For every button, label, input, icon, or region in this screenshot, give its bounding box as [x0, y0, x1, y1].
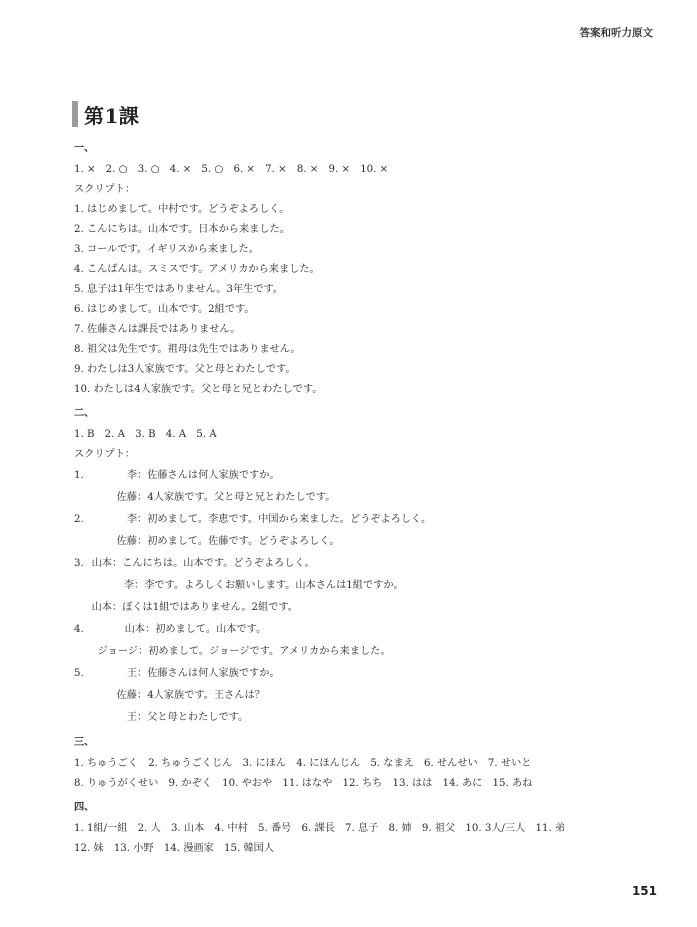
dialogue-line — [74, 531, 654, 553]
dialogue-speaker: 佐藤 — [116, 536, 137, 547]
section-1-script-label: スクリプト： — [74, 184, 136, 195]
answer-content — [74, 138, 654, 859]
dialogue-speaker: 山本 — [91, 602, 112, 613]
dialogue-colon: ： — [137, 492, 148, 503]
dialogue-text: ぼくは1組ではありません。2組です。 — [122, 602, 298, 613]
lesson-heading — [72, 100, 139, 128]
dialogue-line — [74, 619, 654, 641]
script-line: 8. 祖父は先生です。祖母は先生ではありません。 — [74, 344, 301, 355]
dialogue-text: 初めまして。佐藤です。どうぞよろしく。 — [147, 536, 340, 547]
dialogue-speaker: 山本 — [91, 558, 112, 569]
dialogue-colon: ： — [137, 514, 148, 525]
script-line: 10. わたしは4人家族です。父と母と兄とわたしです。 — [74, 384, 323, 395]
dialogue-colon: ： — [137, 712, 148, 723]
dialogue-number: 2. — [74, 514, 84, 525]
dialogue-speaker: 李 — [126, 470, 137, 481]
section-2-heading: 二、 — [74, 408, 95, 419]
dialogue-number — [74, 685, 99, 707]
dialogue-line — [74, 663, 654, 685]
dialogue-text: 佐藤さんは何人家族ですか。 — [147, 470, 280, 481]
dialogue-line — [74, 641, 654, 663]
dialogue-colon: ： — [137, 470, 148, 481]
dialogue-number — [74, 707, 99, 729]
dialogue-number — [74, 531, 99, 553]
running-header: 答案和听力原文 — [579, 27, 653, 39]
section-4-heading: 四、 — [74, 802, 95, 813]
dialogue-colon: ： — [137, 668, 148, 679]
dialogue-speaker: 李 — [123, 580, 134, 591]
dialogue-speaker: 佐藤 — [116, 492, 137, 503]
page-number: 151 — [631, 884, 657, 898]
script-line: 1. はじめまして。中村です。どうぞよろしく。 — [74, 204, 290, 215]
script-line: 9. わたしは3人家族です。父と母とわたしです。 — [74, 364, 296, 375]
script-line: 5. 息子は1年生ではありません。3年生です。 — [74, 284, 284, 295]
dialogue-colon: ： — [138, 646, 149, 657]
dialogue-line — [74, 597, 654, 619]
dialogue-speaker: 王 — [126, 668, 137, 679]
dialogue-text: 4人家族です。父と母と兄とわたしです。 — [147, 492, 336, 503]
dialogue-speaker: ジョージ — [97, 646, 138, 657]
script-line: 2. こんにちは。山本です。日本から来ました。 — [74, 224, 290, 235]
dialogue-text: 父と母とわたしです。 — [147, 712, 249, 723]
lesson-title: 第1課 — [84, 103, 140, 128]
section-1-answers: 1. × 2. ○ 3. ○ 4. × 5. ○ 6. × 7. × 8. × 9. × 10. × — [74, 164, 389, 175]
kanji-answers-line: 1. 1組/一組 2. 人 3. 山本 4. 中村 5. 番号 6. 課長 7. 息子 8. 姉 9. 祖父 10. 3人/三人 11. 弟 — [74, 823, 566, 834]
dialogue-colon: ： — [134, 580, 145, 591]
dialogue-line — [74, 465, 654, 487]
dialogue-text: 初めまして。山本です。 — [155, 624, 267, 635]
dialogue-speaker: 山本 — [124, 624, 145, 635]
script-line: 4. こんばんは。スミスです。アメリカから来ました。 — [74, 264, 320, 275]
dialogue-number: 1. — [74, 470, 84, 481]
dialogue-text: 初めまして。李恵です。中国から来ました。どうぞよろしく。 — [147, 514, 432, 525]
section-2-script-label: スクリプト： — [74, 449, 136, 460]
dialogue-speaker: 王 — [126, 712, 137, 723]
heading-accent-bar — [72, 101, 78, 127]
script-line: 7. 佐藤さんは課長ではありません。 — [74, 324, 241, 335]
dialogue-text: 4人家族です。王さんは？ — [147, 690, 265, 701]
dialogue-line — [74, 509, 654, 531]
dialogue-line — [74, 575, 654, 597]
dialogue-text: こんにちは。山本です。どうぞよろしく。 — [122, 558, 315, 569]
dialogue-speaker: 佐藤 — [116, 690, 137, 701]
dialogue-colon: ： — [137, 690, 148, 701]
section-3-heading: 三、 — [74, 737, 95, 748]
dialogue-colon: ： — [112, 602, 123, 613]
reading-answers-line: 8. りゅうがくせい 9. かぞく 10. やおや 11. はなや 12. ちち 13. はは 14. あに 15. あね — [74, 778, 533, 789]
dialogue-number: 5. — [74, 668, 84, 679]
dialogue-colon: ： — [112, 558, 123, 569]
script-line: 3. コールです。イギリスから来ました。 — [74, 244, 259, 255]
dialogue-line — [74, 487, 654, 509]
reading-answers-line: 1. ちゅうごく 2. ちゅうごくじん 3. にほん 4. にほんじん 5. なまえ 6. せんせい 7. せいと — [74, 758, 532, 769]
dialogue-line — [74, 685, 654, 707]
dialogue-colon: ： — [137, 536, 148, 547]
dialogue-text: 佐藤さんは何人家族ですか。 — [147, 668, 280, 679]
dialogue-number — [74, 487, 99, 509]
script-line: 6. はじめまして。山本です。2組です。 — [74, 304, 255, 315]
kanji-answers-line: 12. 妹 13. 小野 14. 漫画家 15. 韓国人 — [74, 843, 275, 854]
dialogue-number: 4. — [74, 624, 84, 635]
dialogue-text: 初めまして。ジョージです。アメリカから来ました。 — [148, 646, 391, 657]
dialogue-text: 李です。よろしくお願いします。山本さんは1組ですか。 — [144, 580, 404, 591]
dialogue-line — [74, 707, 654, 729]
dialogue-speaker: 李 — [126, 514, 137, 525]
section-2-answers: 1. B 2. A 3. B 4. A 5. A — [74, 429, 217, 440]
dialogue-number — [74, 641, 88, 663]
section-1-heading: 一、 — [74, 143, 95, 154]
dialogue-line: 3. 山本 ： こんにちは。山本です。どうぞよろしく。 — [74, 553, 654, 575]
dialogue-colon: ： — [145, 624, 156, 635]
